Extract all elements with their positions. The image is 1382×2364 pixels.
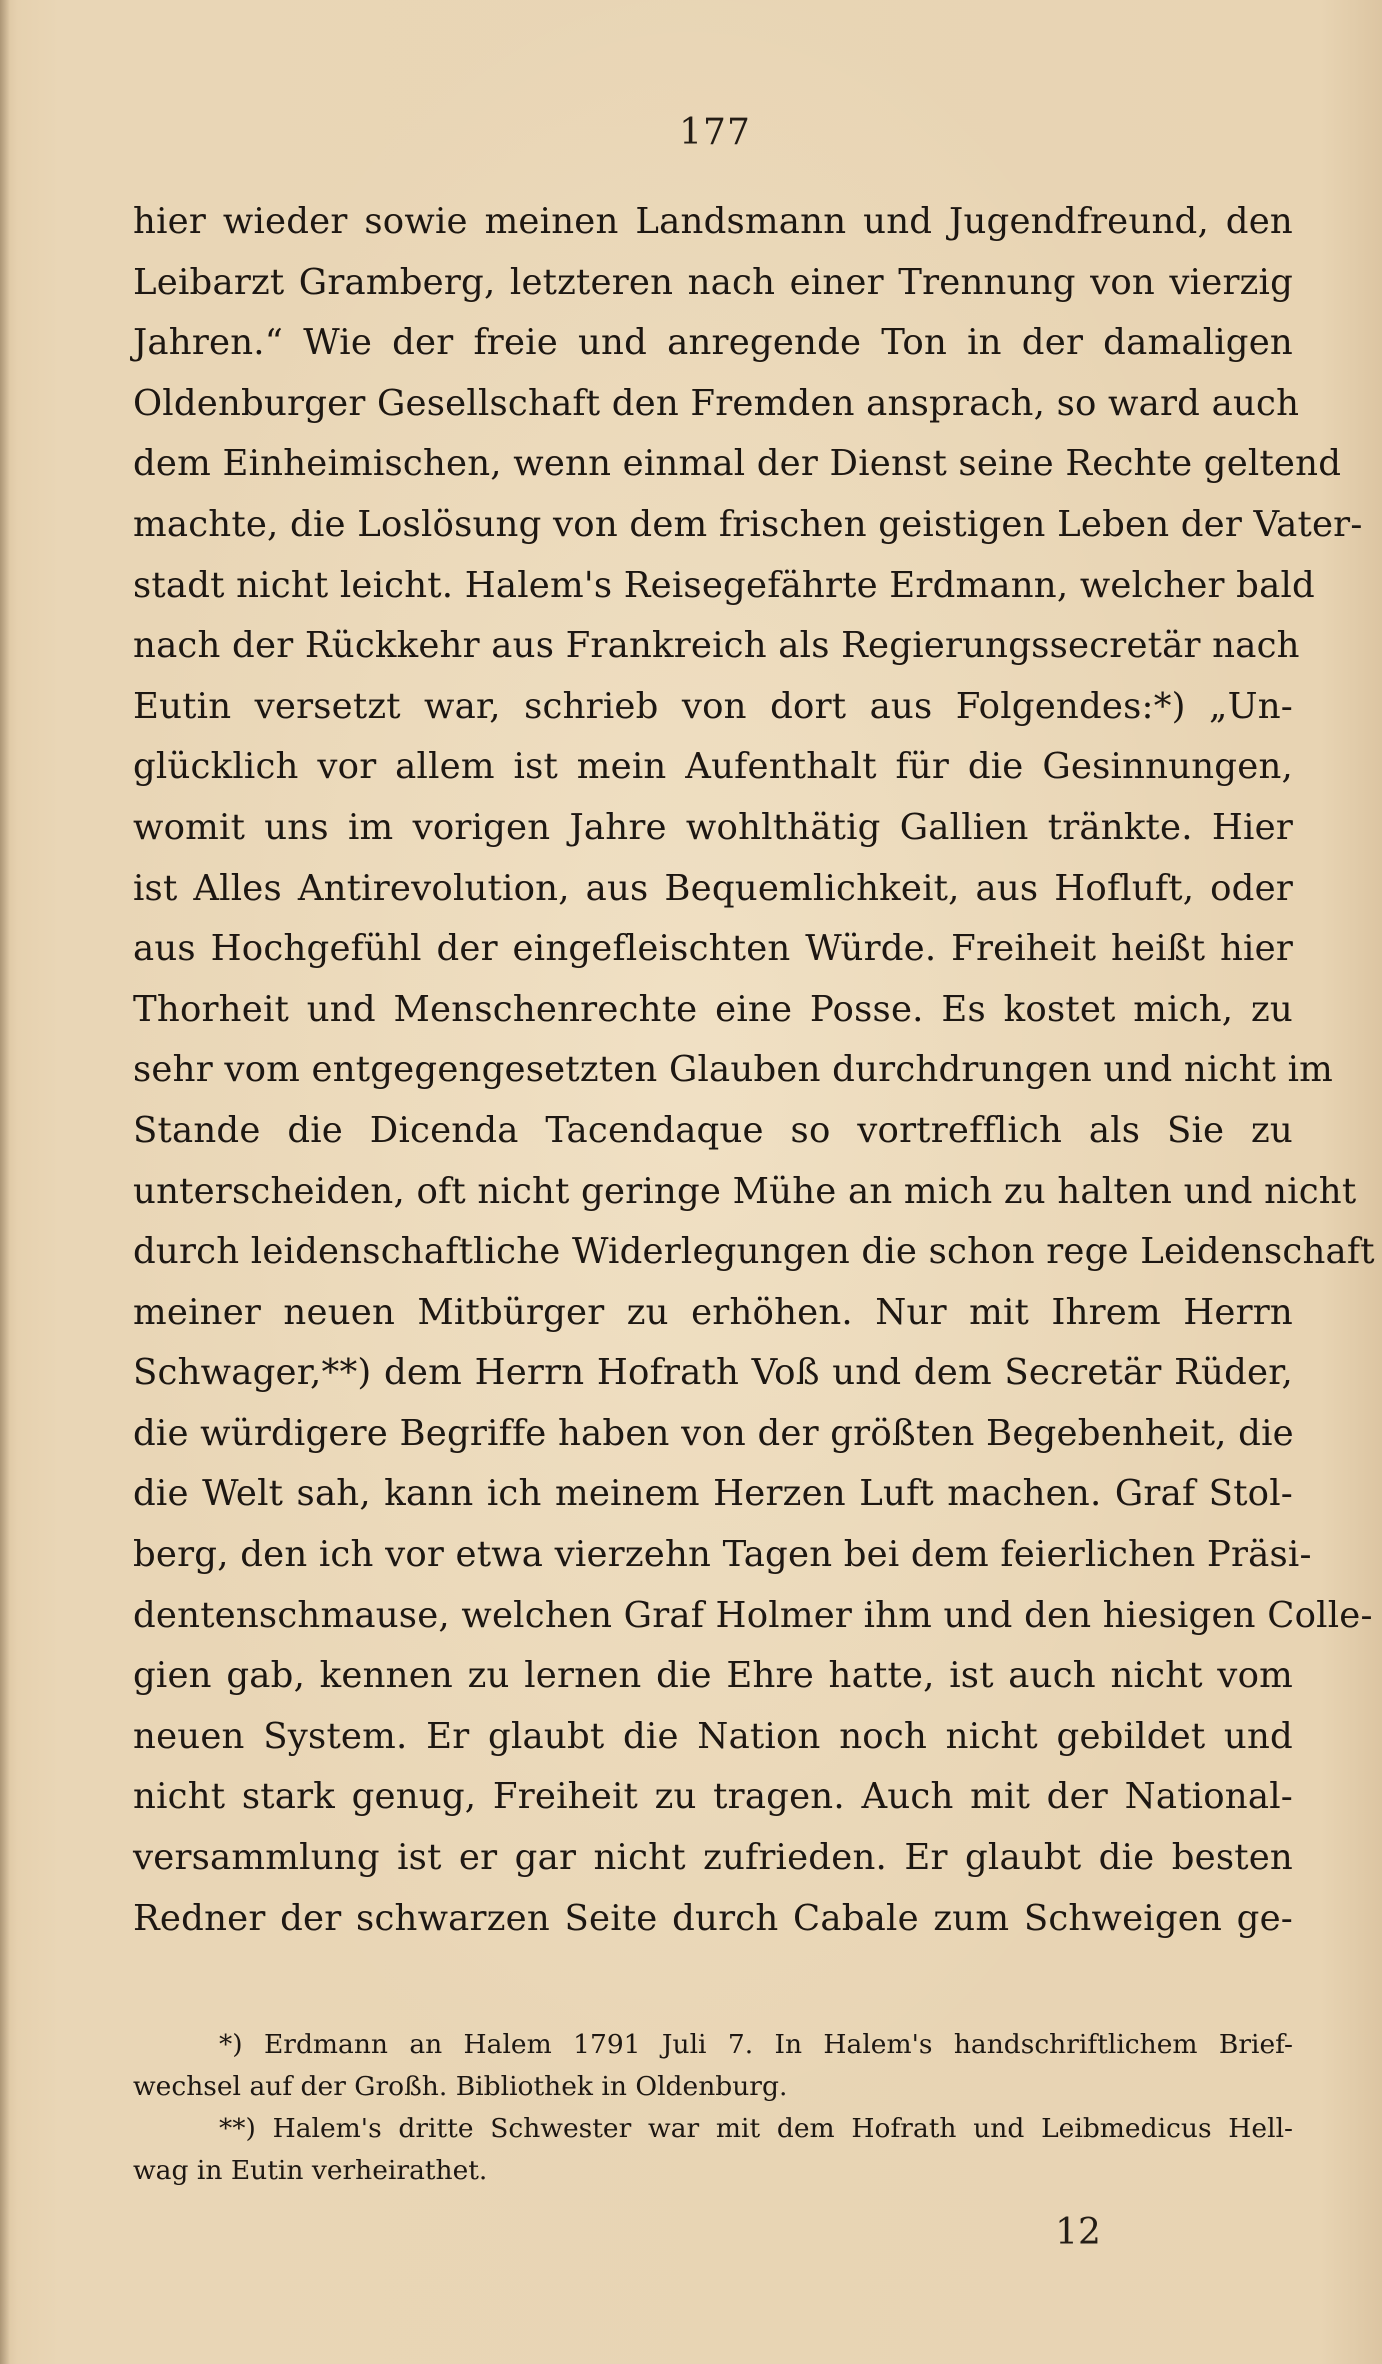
text-line: Redner der schwarzen Seite durch Cabale zum Schweigen ge-: [133, 1897, 1293, 1939]
text-line: nicht stark genug, Freiheit zu tragen. Auch mit der National-: [133, 1776, 1293, 1818]
footnote-line: wechsel auf der Großh. Bibliothek in Oldenburg.: [133, 2071, 788, 2102]
text-line: nach der Rückkehr aus Frankreich als Regierungssecretär nach: [133, 625, 1300, 667]
text-line: womit uns im vorigen Jahre wohlthätig Gallien tränkte. Hier: [133, 806, 1293, 848]
text-line: die Welt sah, kann ich meinem Herzen Luft machen. Graf Stol-: [133, 1473, 1293, 1515]
text-line: durch leidenschaftliche Widerlegungen die schon rege Leidenschaft: [133, 1231, 1375, 1273]
footnotes: [133, 2024, 1293, 2192]
footnote-line: *) Erdmann an Halem 1791 Juli 7. In Halem's handschriftlichem Brief-: [219, 2029, 1293, 2060]
text-line: dentenschmause, welchen Graf Holmer ihm und den hiesigen Colle-: [133, 1594, 1373, 1636]
text-line: gien gab, kennen zu lernen die Ehre hatte, ist auch nicht vom: [133, 1655, 1293, 1697]
text-line: Thorheit und Menschenrechte eine Posse. Es kostet mich, zu: [133, 988, 1293, 1030]
text-line: die würdigere Begriffe haben von der größten Begebenheit, die: [133, 1412, 1294, 1454]
text-line: Oldenburger Gesellschaft den Fremden ansprach, so ward auch: [133, 382, 1300, 424]
binding-shadow: [0, 0, 10, 2364]
body-text: [133, 192, 1375, 1949]
text-line: stadt nicht leicht. Halem's Reisegefährte Erdmann, welcher bald: [133, 564, 1315, 606]
text-line: glücklich vor allem ist mein Aufenthalt für die Gesinnungen,: [133, 746, 1293, 788]
signature-mark: 12: [1055, 2212, 1101, 2253]
footnote-line: wag in Eutin verheirathet.: [133, 2155, 488, 2186]
footnote-line: **) Halem's dritte Schwester war mit dem Hofrath und Leibmedicus Hell-: [219, 2113, 1293, 2144]
text-line: unterscheiden, oft nicht geringe Mühe an mich zu halten und nicht: [133, 1170, 1357, 1212]
text-line: Stande die Dicenda Tacendaque so vortrefflich als Sie zu: [133, 1109, 1293, 1151]
text-line: aus Hochgefühl der eingefleischten Würde. Freiheit heißt hier: [133, 928, 1293, 970]
text-line: meiner neuen Mitbürger zu erhöhen. Nur mit Ihrem Herrn: [133, 1291, 1293, 1333]
text-line: hier wieder sowie meinen Landsmann und Jugendfreund, den: [133, 201, 1293, 242]
text-line: Jahren.“ Wie der freie und anregende Ton in der damaligen: [133, 322, 1293, 364]
text-line: ist Alles Antirevolution, aus Bequemlichkeit, aus Hofluft, oder: [133, 867, 1293, 909]
text-line: machte, die Loslösung von dem frischen geistigen Leben der Vater-: [133, 503, 1363, 545]
page-number: 177: [679, 112, 751, 153]
text-line: Leibarzt Gramberg, letzteren nach einer Trennung von vierzig: [133, 261, 1293, 303]
text-line: Schwager,**) dem Herrn Hofrath Voß und dem Secretär Rüder,: [133, 1352, 1293, 1394]
text-line: versammlung ist er gar nicht zufrieden. Er glaubt die besten: [133, 1837, 1293, 1879]
text-line: neuen System. Er glaubt die Nation noch nicht gebildet und: [133, 1715, 1293, 1757]
text-line: Eutin versetzt war, schrieb von dort aus Folgendes:*) „Un-: [133, 685, 1293, 727]
text-line: dem Einheimischen, wenn einmal der Dienst seine Rechte geltend: [133, 443, 1342, 485]
text-line: sehr vom entgegengesetzten Glauben durchdrungen und nicht im: [133, 1049, 1334, 1091]
text-line: berg, den ich vor etwa vierzehn Tagen bei dem feierlichen Präsi-: [133, 1534, 1312, 1576]
